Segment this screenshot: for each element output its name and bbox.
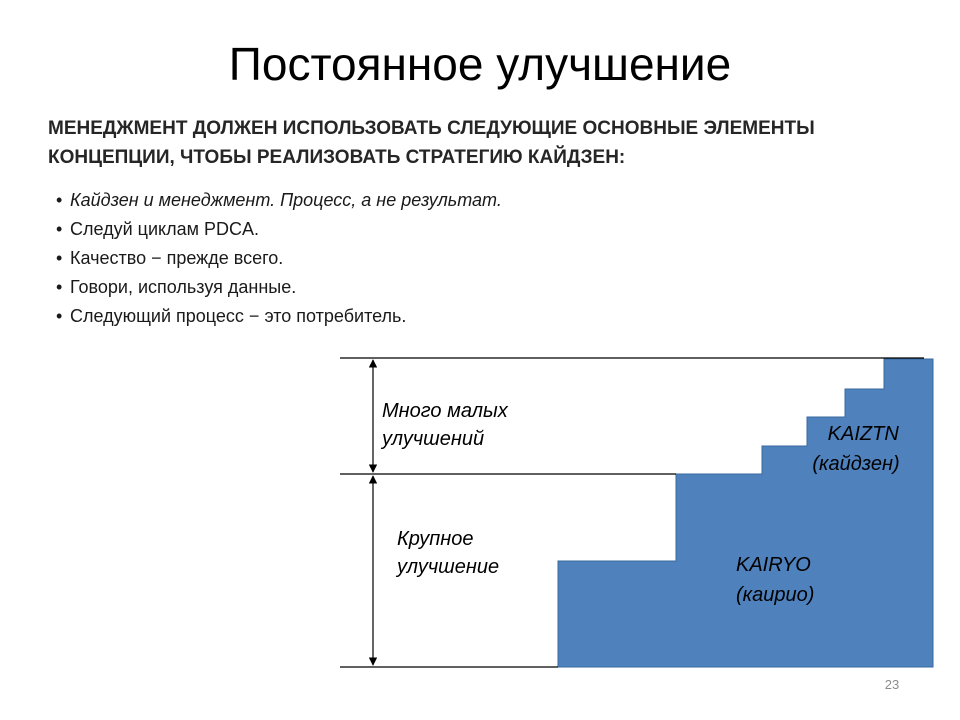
large-improvement-label-line: улучшение bbox=[397, 556, 500, 578]
small-improvements-label bbox=[380, 400, 513, 450]
kairyo-label-line: KAIRYO bbox=[736, 554, 811, 576]
bullet-text: Следуй циклам PDCA. bbox=[70, 219, 260, 239]
bullet-text: Кайдзен и менеджмент. Процесс, а не результат. bbox=[70, 190, 502, 210]
slide-subtitle: МЕНЕДЖМЕНТ ДОЛЖЕН ИСПОЛЬЗОВАТЬ СЛЕДУЮЩИЕ ОСНОВНЫЕ ЭЛЕМЕНТЫ КОНЦЕПЦИИ, ЧТОБЫ РЕАЛИЗОВАТЬ СТРАТЕГИЮ КАЙДЗЕН: bbox=[48, 118, 815, 168]
kairyo-label-line: (каирио) bbox=[736, 584, 815, 606]
bullet-text: Качество − прежде всего. bbox=[70, 248, 284, 268]
bullet-marker: • bbox=[56, 248, 63, 268]
small-improvements-label-line: Много малых bbox=[382, 400, 508, 422]
bullet-marker: • bbox=[56, 306, 63, 326]
small-improvements-label-line: улучшений bbox=[382, 428, 485, 450]
improvement-staircase bbox=[558, 359, 933, 667]
kaizen-label-line: (кайдзен) bbox=[812, 453, 900, 475]
large-improvement-label bbox=[395, 528, 499, 578]
large-improvement-label-line: Крупное bbox=[397, 528, 474, 550]
bullet-marker: • bbox=[56, 190, 63, 210]
bullet-text: Следующий процесс − это потребитель. bbox=[70, 306, 407, 326]
bullet-marker: • bbox=[56, 277, 63, 297]
page-number: 23 bbox=[884, 677, 900, 692]
slide-title: Постоянное улучшение bbox=[228, 38, 732, 90]
bullet-text: Говори, используя данные. bbox=[70, 277, 297, 297]
bullet-marker: • bbox=[56, 219, 63, 239]
kaizen-label-line: KAIZTN bbox=[827, 423, 899, 445]
